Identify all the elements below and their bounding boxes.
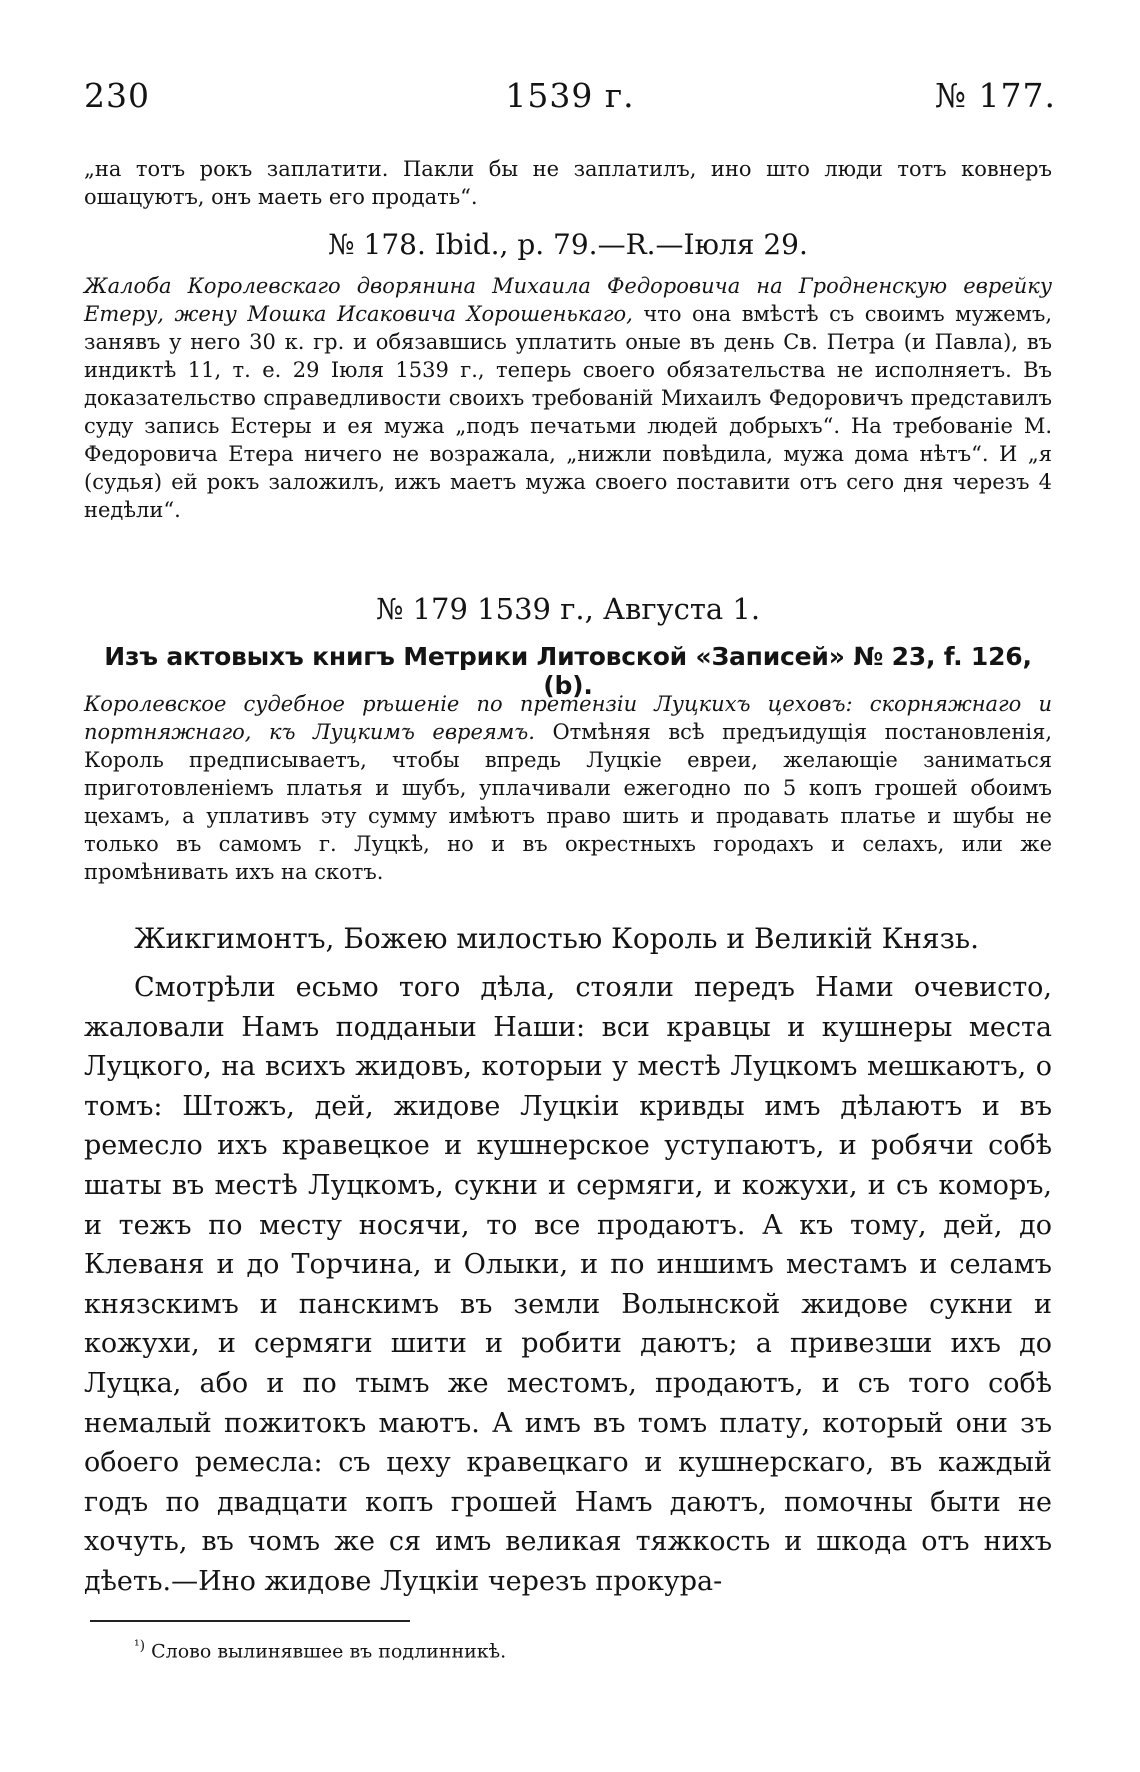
running-year: 1539 г. <box>505 76 635 115</box>
running-doc-number: № 177. <box>934 76 1056 115</box>
footnote-divider <box>90 1620 410 1622</box>
footnote-text: Слово вылинявшее въ подлинникѣ. <box>151 1640 507 1663</box>
doc-179-summary-text: Отмѣняя всѣ предъидущія постановленія, Король предписываетъ, чтобы впредь Луцкіе евреи, желающіе заниматься приготовленіемъ платья и шубъ, уплачивали ежегодно по 5 копъ грошей обоимъ цехамъ, а уплативъ эту сумму имѣютъ право шить и продавать платье и шубы не только въ самомъ г. Луцкѣ, но и въ окрестныхъ городахъ и селахъ, или же промѣнивать ихъ на скотъ. <box>84 720 1052 884</box>
footnote <box>134 1638 506 1662</box>
doc-179-heading: № 179 1539 г., Августа 1. <box>375 592 761 626</box>
doc-178-heading: № 178. Ibid., p. 79.—R.—Іюля 29. <box>328 228 808 261</box>
page-header <box>84 76 1056 124</box>
doc-179-body: Смотрѣли есьмо того дѣла, стояли передъ Нами очевисто, жаловали Намъ подданыи Наши: вси кравцы и кушнеры места Луцкого, на всихъ жидовъ, которыи у местѣ Луцкомъ мешкаютъ, о томъ: Штожъ, дей, жидове Луцкіи кривды имъ дѣлаютъ и въ ремесло ихъ кравецкое и кушнерское уступаютъ, и робячи собѣ шаты въ местѣ Луцкомъ, сукни и сермяги, и кожухи, и съ коморъ, и тежъ по месту носячи, то все продаютъ. А къ тому, дей, до Клеваня и до Торчина, и Олыки, и по иншимъ местамъ и селамъ князскимъ и панскимъ въ земли Волынской жидове сукни и кожухи, и сермяги шити и робити даютъ; а привезши ихъ до Луцка, або и по тымъ же местомъ, продаютъ, и съ того собѣ немалый пожитокъ маютъ. А имъ въ томъ плату, который они зъ обоего ремесла: съ цеху кравецкаго и кушнерскаго, въ каждый годъ по двадцати копъ грошей Намъ даютъ, помочны быти не хочуть, въ чомъ же ся имъ великая тяжкость и шкода отъ нихъ дѣеть.—Ино жидове Луцкіи черезъ прокура- <box>84 972 1052 1597</box>
doc-178-summary <box>84 272 1052 524</box>
doc-179-summary-italic: Королевское судебное рѣшеніе по претензіи Луцкихъ цеховъ: скорняжнаго и портняжнаго, къ Луцкимъ евреямъ. <box>84 692 1052 744</box>
doc-179-greeting: Жикгимонтъ, Божею милостью Король и Великій Князь. <box>134 922 980 955</box>
page-number: 230 <box>84 76 150 115</box>
doc-178-summary-text: что она вмѣстѣ съ своимъ мужемъ, занявъ у него 30 к. гр. и обязавшись уплатить оные въ день Св. Петра (и Павла), въ индиктѣ 11, т. е. 29 Іюля 1539 г., теперь своего обязательства не исполняетъ. Въ доказательство справедливости своихъ требованій Михаилъ Федоровичъ представилъ суду запись Естеры и ея мужа „подъ печатьми людей добрыхъ“. На требованіе М. Федоровича Етера ничего не возражала, „нижли повѣдила, мужа дома нѣтъ“. И „я (судья) ей рокъ заложилъ, ижъ маетъ мужа своего поставити отъ сего дня черезъ 4 недѣли“. <box>84 302 1052 522</box>
footnote-marker: ¹) <box>134 1638 146 1654</box>
continuation-text: „на тотъ рокъ заплатити. Пакли бы не заплатилъ, ино што люди тотъ ковнеръ ошацуютъ, онъ маеть его продать“. <box>84 157 1052 209</box>
doc-178-summary-italic: Жалоба Королевскаго дворянина Михаила Федоровича на Гродненскую еврейку Етеру, жену Мошка Исаковича Хорошенькаго, <box>84 274 1052 326</box>
doc-179-source: Изъ актовыхъ книгъ Метрики Литовской «Записей» № 23, f. 126, (b). <box>104 642 1032 700</box>
doc-179-summary <box>84 690 1052 886</box>
